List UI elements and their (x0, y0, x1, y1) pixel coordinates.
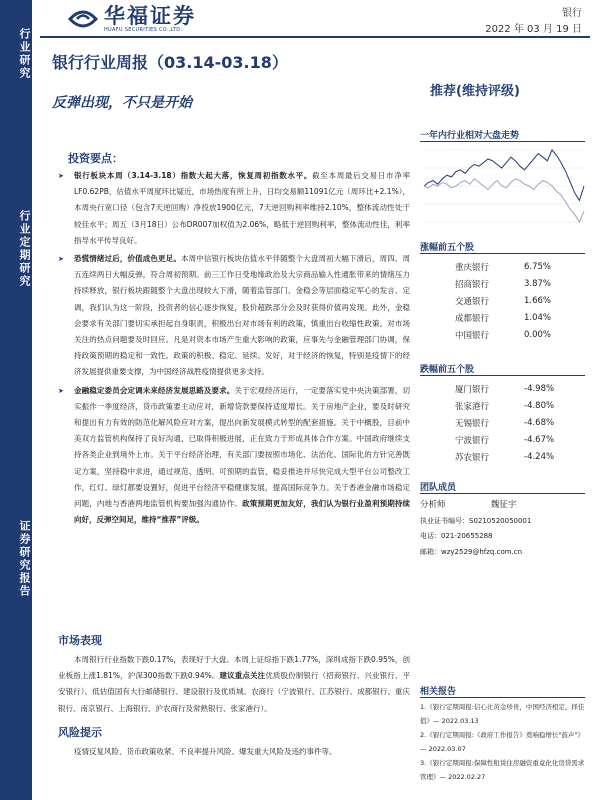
analyst-label: 分析师 (420, 500, 446, 510)
logo-name-en: HUAFU SECURITIES CO.,LTD. (104, 27, 183, 33)
stock-name: 招商银行 (454, 279, 489, 290)
stock-name: 成都银行 (454, 313, 489, 324)
key-point-3-conclusion: 政策预期更加友好，我们认为银行业盈利预期持续向好，反弹空间足，维持“推荐”评级。 (74, 499, 410, 525)
relative-performance-chart (420, 146, 588, 226)
key-point-2-lead: 恐慌情绪过后，价值成色更足。 (74, 254, 181, 264)
stock-change: -4.67% (524, 434, 555, 445)
stock-change: -4.80% (524, 400, 555, 411)
stock-name: 中国银行 (454, 330, 489, 341)
chart-header-divider (420, 141, 585, 142)
gainers-header: 涨幅前五个股 (420, 243, 475, 253)
key-point-1-lead: 银行板块本周（3.14-3.18）指数大起大落，恢复周初指数水平。 (74, 171, 313, 180)
key-point-2 (58, 251, 410, 381)
stock-row (420, 258, 588, 275)
stock-change: 1.04% (524, 312, 552, 323)
logo-name-cn: 华福证券 (104, 4, 196, 28)
related-reports-list (420, 696, 588, 784)
losers-list (420, 380, 588, 465)
risk-section-title: 风险提示 (58, 726, 102, 739)
gainers-divider (420, 253, 585, 254)
stock-row (420, 431, 588, 448)
analyst-phone: 电话：021-20655288 (420, 532, 493, 540)
reports-header: 相关报告 (420, 687, 457, 697)
chart-series-line (424, 179, 584, 222)
stock-row (420, 275, 588, 292)
key-point-1 (58, 168, 410, 249)
market-text-b: 优质股份制银行（招商银行、兴业银行、平安银行）、低估值国有大行邮储银行、建设银行及优质城、农商行（宁波银行、江苏银行、成都银行、重庆银行、南京银行、上海银行、沪农商行及常熟银行、张家港行）。 (58, 671, 411, 713)
key-point-1-text: 截至本周最后交易日市净率LF0.62PB，估值水平周度环比疑近，市场热度有所上升，日均交易额11091亿元（周环比+2.1%），本周央行宽口径（包含7天逆回购）净投放1900亿元，7天逆回购利率维持2.10%，整体流动性处于较佳水平；周五（3月18日）公布DR007加权值为2.06%，略低于逆回购利率，整体流动性佳，利率指导水平传导良好。 (74, 171, 410, 245)
sidebar-label-securities-report: 证券研究报告 (18, 520, 31, 598)
related-report-item[interactable]: 2.《银行定期周报:《政府工作报告》奠响稳增长"鼓声"》— 2022.03.07 (420, 731, 584, 753)
chart-series-line (424, 150, 584, 200)
stock-change: 0.00% (524, 329, 552, 340)
stock-name: 无锡银行 (454, 418, 489, 429)
report-subtitle: 反弹出现，不只是开始 (52, 95, 192, 111)
losers-header: 跌幅前五个股 (420, 365, 475, 375)
stock-change: -4.98% (524, 383, 555, 394)
key-point-3-lead: 金融稳定委员会定调未来经济发展思路及要求。 (74, 385, 235, 395)
rating-label: 推荐(维持评级) (430, 84, 520, 99)
logo-mark-icon (68, 7, 98, 31)
losers-divider (420, 375, 585, 376)
gainers-list (420, 258, 588, 343)
stock-name: 苏农银行 (454, 452, 489, 463)
key-points-body (58, 168, 410, 628)
stock-row (420, 292, 588, 309)
stock-name: 重庆银行 (454, 262, 489, 273)
report-title: 银行行业周报（03.14-03.18） (52, 53, 288, 72)
related-report-item[interactable]: 1.《银行定期周报:信心比黄金珍贵，中国经济相定，择佳值》— 2022.03.13 (420, 703, 585, 725)
key-point-3-text: 关于宏观经济运行，一定要落实党中央决策部署，切实振作一季度经济，货币政策要主动应对，新增贷款要保持适度增长。关于房地产企业，要及时研究和提出有力有效的防范化解风险应对方案，提出向新发展模式转型的配套措施。关于中概股，目前中美双方监管机构保持了良好沟通，已取得积极进展，正在致力于形成具体合作方案。中国政府继续支持各类企业到境外上市。关于平台经济治理，有关部门要按照市场化、法治化、国际化的方针完善既定方案，坚持稳中求进，通过规范、透明、可预期的监管，稳妥推进并尽快完成大型平台公司整改工作，红灯、绿灯都要设置好，促进平台经济平稳健康发展，提高国际竞争力。关于香港金融市场稳定问题，内地与香港两地监管机构要加强沟通协作。 (74, 385, 410, 509)
report-date: 2022 年 03 月 19 日 (485, 24, 582, 35)
stock-change: 6.75% (524, 261, 552, 272)
market-section-body (58, 652, 410, 717)
industry-tag: 银行 (562, 8, 582, 19)
team-header: 团队成员 (420, 483, 457, 493)
stock-change: -4.24% (524, 451, 555, 462)
team-divider (420, 493, 585, 494)
analyst-email: 邮箱：wzy2529@hfzq.com.cn (420, 547, 523, 556)
stock-change: 3.87% (524, 278, 552, 289)
key-point-2-text: 本周中信银行板块估值水平伴随整个大盘周初大幅下滑后，周四、周五连续两日大幅反弹，符合周初预期。前三工作日受地缘政治及大宗商品输入性通胀带来的情绪压力持续释放，银行板块跟随整个大盘出现较大下滑，随着监管部门、金稳会等层面稳定军心的发言、定调，我们认为这一阶段，投资者的信心逐步恢复，股价超跌部分会及时获得价值再发现。此外，金稳会要求有关部门要切实承担起自身职责，积极出台对市场有利的政策，慎重出台收缩性政策。对市场关注的热点问题要及时回应。凡是对资本市场产生重大影响的政策，应事先与金融管理部门协调，保持政策预期的稳定和一致性。政策的积极、稳定、延续、发好，对于经济的恢复，特别是疫情下的经济发展提供重要支撑，为中国经济战胜疫情提供更多支持。 (74, 254, 410, 377)
analyst-cert: 执业证书编号：S0210520050001 (420, 516, 532, 525)
stock-row (420, 448, 588, 465)
market-text-bold: 建议重点关注 (219, 671, 266, 681)
stock-name: 厦门银行 (454, 384, 489, 395)
header-divider (40, 36, 590, 38)
stock-name: 张家港行 (454, 401, 489, 412)
key-points-title: 投资要点： (68, 152, 123, 165)
company-logo (68, 4, 196, 34)
analyst-name: 魏征宇 (490, 500, 517, 510)
sidebar-label-industry-research: 行业研究 (18, 28, 31, 80)
sidebar-label-periodic-research: 行业定期研究 (18, 210, 31, 288)
stock-row (420, 397, 588, 414)
left-sidebar (0, 0, 32, 800)
market-text-a: 本周银行行业指数下跌0.17%，表现好于大盘。本周上证综指下跌1.77%，深圳成指下跌0.95%，创业板指上涨1.81%，沪深300指数下跌0.94%。 (58, 655, 410, 681)
stock-change: 1.66% (524, 295, 552, 306)
stock-name: 宁波银行 (454, 435, 489, 446)
analyst-row (420, 498, 588, 514)
stock-row (420, 309, 588, 326)
stock-row (420, 414, 588, 431)
stock-name: 交通银行 (454, 296, 489, 307)
risk-section-body: 疫情反复风险、货币政策收紧、不良率提升风险、爆发重大风险及违约事件等。 (74, 747, 337, 756)
key-point-3 (58, 383, 410, 529)
stock-change: -4.68% (524, 417, 555, 428)
stock-row (420, 326, 588, 343)
stock-row (420, 380, 588, 397)
chart-header: 一年内行业相对大盘走势 (420, 131, 520, 141)
market-section-title: 市场表现 (58, 634, 102, 647)
team-info (420, 498, 588, 560)
related-report-item[interactable]: 3.《银行定期周报:保障性租赁住房融资重竟化化房贷需求管理》— 2022.02.27 (420, 759, 585, 781)
